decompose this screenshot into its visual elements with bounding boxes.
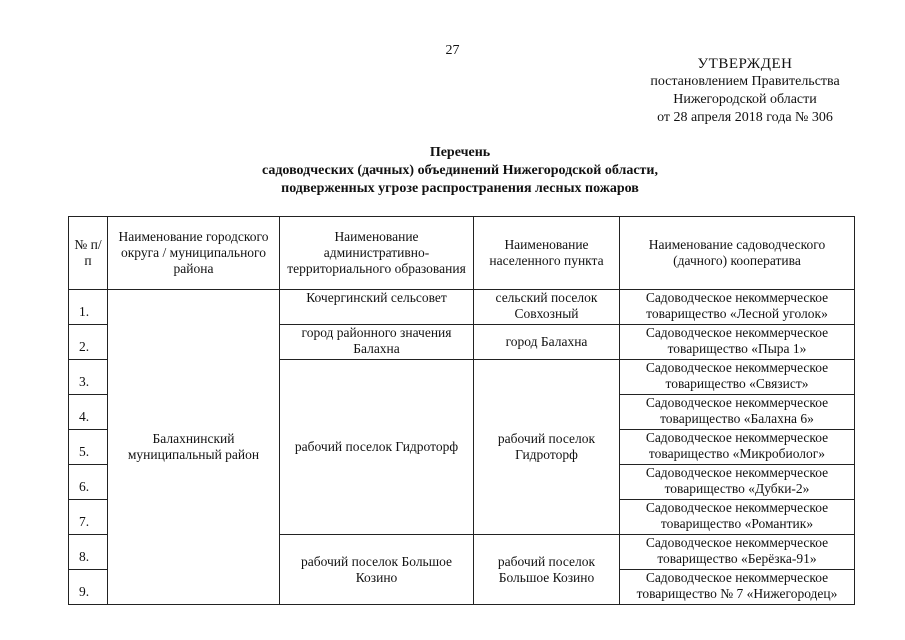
title-line: садоводческих (дачных) объединений Нижегородской области,	[261, 163, 659, 178]
document-title	[180, 144, 740, 198]
row-number: 3.	[69, 360, 108, 395]
settlement-cell: рабочий поселок Гидроторф	[474, 360, 620, 535]
cooperative-cell: Садоводческое некоммерческое товарищество № 7 «Нижегородец»	[620, 570, 855, 605]
settlement-cell: рабочий поселок Большое Козино	[474, 535, 620, 605]
header-num: № п/п	[69, 217, 108, 290]
cooperative-cell: Садоводческое некоммерческое товарищество «Пыра 1»	[620, 325, 855, 360]
admin-cell: рабочий поселок Гидроторф	[280, 360, 474, 535]
title-line: подверженных угрозе распространения лесных пожаров	[281, 181, 639, 196]
row-number: 5.	[69, 430, 108, 465]
cooperative-cell: Садоводческое некоммерческое товарищество «Связист»	[620, 360, 855, 395]
settlement-cell: сельский поселок Совхозный	[474, 290, 620, 325]
title-line: Перечень	[429, 145, 491, 160]
cooperative-cell: Садоводческое некоммерческое товарищество «Лесной уголок»	[620, 290, 855, 325]
header-admin: Наименование административно-территориального образования	[280, 217, 474, 290]
approval-heading: УТВЕРЖДЕН	[697, 56, 793, 72]
approval-line: постановлением Правительства	[650, 74, 840, 89]
approval-date: от 28 апреля 2018 года № 306	[657, 110, 833, 125]
admin-cell: город районного значения Балахна	[280, 325, 474, 360]
row-number: 1.	[69, 290, 108, 325]
header-settlement: Наименование населенного пункта	[474, 217, 620, 290]
settlement-cell: город Балахна	[474, 325, 620, 360]
admin-cell: рабочий поселок Большое Козино	[280, 535, 474, 605]
row-number: 4.	[69, 395, 108, 430]
district-cell: Балахнинский муниципальный район	[108, 290, 280, 605]
row-number: 8.	[69, 535, 108, 570]
table-header-row	[69, 217, 855, 290]
row-number: 2.	[69, 325, 108, 360]
cooperative-cell: Садоводческое некоммерческое товарищество «Берёзка-91»	[620, 535, 855, 570]
cooperative-cell: Садоводческое некоммерческое товарищество «Микробиолог»	[620, 430, 855, 465]
cooperative-cell: Садоводческое некоммерческое товарищество «Романтик»	[620, 500, 855, 535]
cooperative-cell: Садоводческое некоммерческое товарищество «Балахна 6»	[620, 395, 855, 430]
header-cooperative: Наименование садоводческого (дачного) кооператива	[620, 217, 855, 290]
table-row	[69, 290, 855, 325]
approval-stamp	[620, 55, 870, 127]
header-district: Наименование городского округа / муниципального района	[108, 217, 280, 290]
cooperatives-table	[68, 216, 855, 605]
row-number: 9.	[69, 570, 108, 605]
row-number: 7.	[69, 500, 108, 535]
admin-cell: Кочергинский сельсовет	[280, 290, 474, 325]
row-number: 6.	[69, 465, 108, 500]
approval-line: Нижегородской области	[673, 92, 817, 107]
page-number: 27	[445, 43, 460, 58]
cooperative-cell: Садоводческое некоммерческое товарищество «Дубки-2»	[620, 465, 855, 500]
